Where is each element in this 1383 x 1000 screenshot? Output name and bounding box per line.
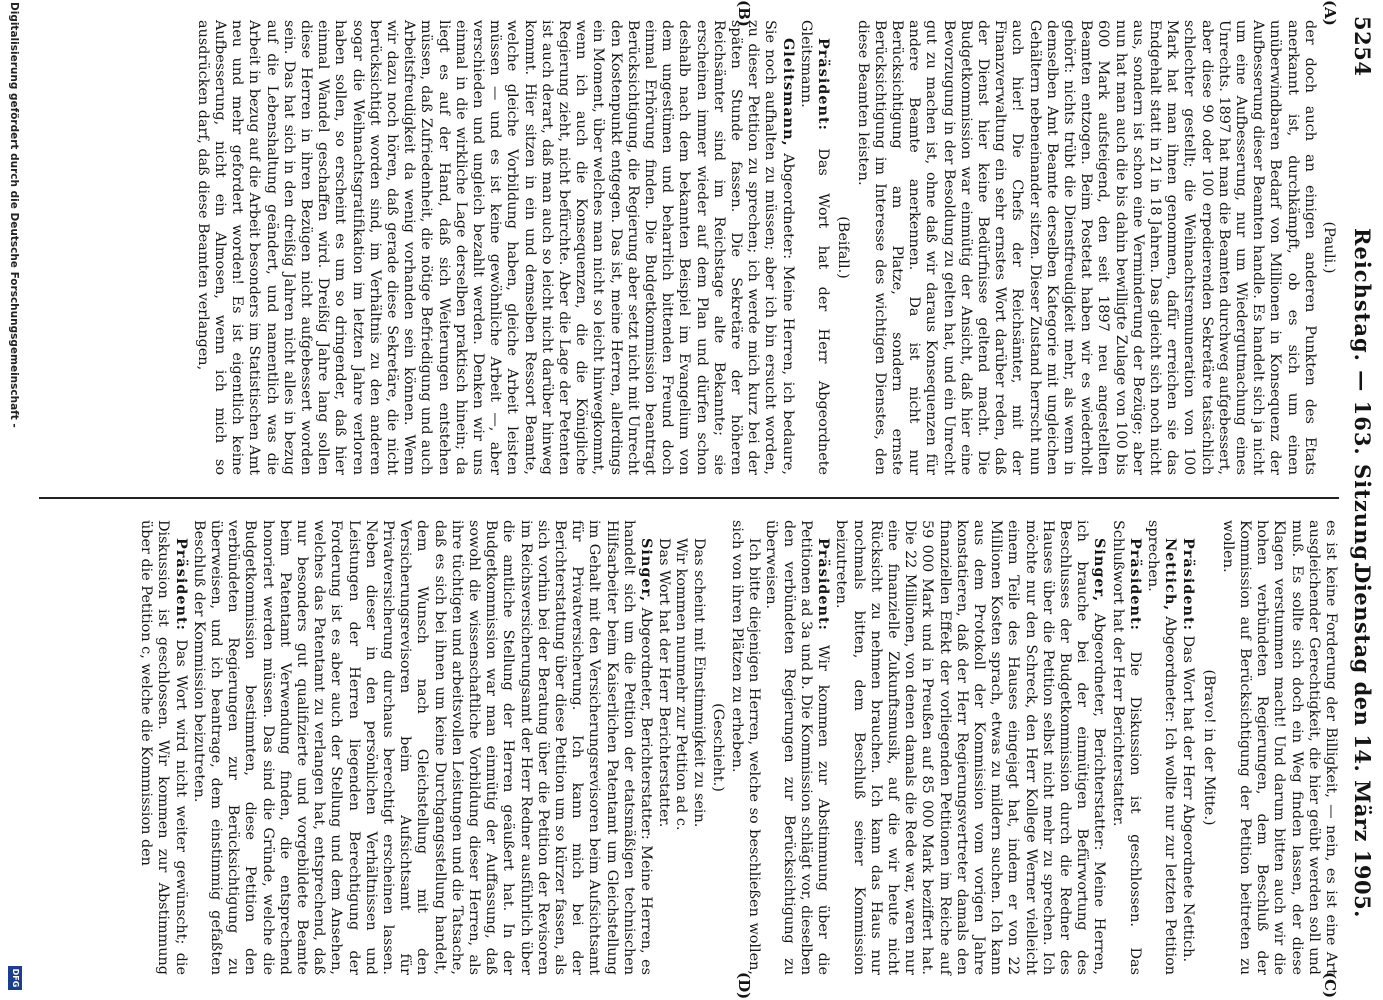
margin-label-c: (C) [1321,972,1339,999]
paragraph: Ich bitte diejenigen Herren, welche so beschließen wollen, sich von ihren Plätzen zu erheben. [729,520,763,975]
paragraph [194,20,797,475]
speaker-name: Singer, [638,538,656,603]
margin-label-d: (D) [735,972,753,1000]
speaker-name: Präsident: [815,538,833,631]
speech-text: Abgeordneter, Berichterstatter: Meine Herren, es handelt sich um die Petition der etatsmäßigen technischen Hilfsarbeiter beim Kaiserlichen Patentamt um Gleichstellung im Gehalt mit den Versicherungsrevisoren beim Aufsichtsamt für Privatversicherung. Ich kann mich bei der Berichterstattung über diese Petition um so kürzer fassen, als sich vorhin bei der Beratung über die Petition der Revisoren im Reichsversicherungsamt der Herr Redner ausführlich über die amtliche Stellung der Herren geäußert hat. In der Budgetkommission war man einmütig der Auffassung, daß sowohl die wissenschaftliche Vorbildung dieser Herren, als ihre tüchtigen und arbeitsvollen Leistungen und die Tatsache, daß es sich bei ihnen um keine Durchgangsstellung handelt, dem Wunsch nach Gleichstellung mit den Versicherungsrevisoren beim Aufsichtsamt für Privatversicherung durchaus berechtigt erscheinen lassen. Neben dieser in den persönlichen Verhältnissen und Leistungen der Herren liegenden Berechtigung der Forderung ist es aber auch der Stellung und dem Ansehen, welches das Patentamt zu verlangen hat, entsprechend, daß nur besonders gut qualifizierte und vorgebildete Beamte beim Patentamt Verwendung finden, die entsprechend honoriert werden müssen. Das sind die Gründe, welche die Budgetkommission bestimmten, diese Petition den verbündeten Regierungen zur Berücksichtigung zu überweisen, und ich beantrage, dem einstimmig gefaßten Beschluß der Kommission beizutreten. [190,520,655,975]
speech-text: Das Wort hat der Herr Abgeordnete Nettich. [1180,635,1197,963]
reaction-note: (Beifall.) [835,216,852,279]
paragraph [762,520,832,975]
session-title: Reichstag. — 163. Sitzung. [1350,228,1375,570]
speaker-name: Präsident: [172,538,190,631]
paragraph: Das Wort hat der Herr Berichterstatter. [656,538,673,828]
paragraph: Das scheint mit Einstimmigkeit zu sein. [690,538,707,828]
column-divider [39,497,1339,499]
paragraph [137,520,190,975]
paragraph [190,520,655,975]
speaker-name: Singer, [1091,538,1109,603]
right-column [137,520,1339,975]
speaker-note: (Pauli.) [1321,221,1337,274]
speech-text: Die Diskussion ist geschlossen. Das Schlußwort hat der Herr Berichterstatter. [1109,520,1143,975]
margin-label-b: (B) [735,0,753,27]
left-column [194,20,1339,475]
paragraph: Wir kommen nunmehr zur Petition ad c. [673,538,690,831]
speaker-name: Präsident: [1180,538,1198,631]
page-number: 5254 [1350,16,1375,77]
speech-text: Das Wort hat der Herr Abgeordnete Gleitsmann. [797,20,832,476]
speaker-name: Gleitsmann, [779,38,797,147]
margin-label-a: (A) [1321,0,1339,26]
speech-text: Wir kommen zur Abstimmung über die Petitionen ad 3a und b. Die Kommission schlägt vor, dieselben den verbündeten Regierungen zur Berücksichtigung zu überweisen. [763,520,832,975]
speaker-name: Nettich, [1162,538,1180,612]
speech-text: Das Wort wird nicht weiter gewünscht; die Diskussion ist geschlossen. Wir kommen zur Abstimmung über die Petition c, welche die Kommission den [138,520,189,975]
speaker-name: Präsident: [815,38,833,131]
digitization-credit: Digitalisierung gefördert durch die Deutsche Forschungsgemeinschaft - [8,2,20,428]
session-date: Dienstag den 14. März 1905. [1350,565,1375,918]
paragraph [832,520,1108,975]
speech-text: Abgeordneter: Ich wollte nur zur letzten Petition sprechen. [1144,520,1179,976]
speaker-name: Präsident: [1126,538,1144,631]
paragraph: der doch auch an einigen anderen Punkten des Etats anerkannt ist, durchkämpft, ob es sich um einen unüberwindbaren Bedarf von Millionen in Konsequenz der Aufbesserung dieser Beamten handle. Es handelt sich ja nicht um eine Aufbesserung, nur um Wiedergutmachung eines Unrechts. 1897 hat man die Beamten durchweg aufgebessert, aber diese 90 oder 100 erpedierenden Sekretäre tatsächlich schlechter gestellt; die Weihnachtsremuneration von 100 Mark hat man ihnen genommen, dafür erreichen sie das Endgehalt statt in 21 in 18 Jahren. Das gleicht sich noch nicht aus, sondern ist schon eine Verminderung der Bezüge; aber nun hat man auch die bis dahin bewilligte Zulage von 100 bis 600 Mark aufsteigend, den seit 1897 neu angestellten Beamten entzogen. Beim Postetat haben wir es wiederholt gehört: nichts trübt die Dienstfreudigkeit mehr, als wenn in demselben Amt Beamte derselben Kategorie mit ungleichen Gehältern nebeneinander sitzen. Dieser Zustand herrscht nun auch hier! Die Chefs der Reichsämter, mit der Finanzverwaltung ein sehr ernstes Wort darüber reden, daß der Dienst hier keine Bedürfnisse geltend macht. Die Budgetkommission war einmütig der Ansicht, daß hier eine Bevorzugung in der Besoldung zu gelten hat, und ein Unrecht gut zu machen ist, ohne daß wir daraus Konsequenzen für andere Beamte anerkennen. Da ist nicht nur Berücksichtigung am Platze, sondern ernste Berücksichtigung im Interesse des wichtigen Dienstes, den diese Beamten leisten. [854,20,1318,475]
dfg-logo: DFG [8,966,22,990]
reaction-note: (Geschieht.) [709,703,726,792]
paragraph [1179,520,1197,975]
speech-text: Abgeordneter, Berichterstatter: Meine Herren, ich brauche bei der einmütigen Befürwortung des Beschlusses der Budgetkommission durch die Redner des Hauses über die Petition selbst nicht mehr zu sprechen. Ich möchte nur den Schreck, den Herr Kollege Werner vielleicht einem Teile des Hauses eingejagt hat, indem er von 22 Millionen Kosten sprach, etwas zu mildern suchen. Ich kann aus dem Protokoll der Kommission vom vorigen Jahre konstatieren, daß der Herr Regierungsvertreter damals den finanziellen Effekt der vorliegenden Petitionen im Reiche auf 59 000 Mark und in Preußen auf 85 000 Mark beziffert hat. Die 22 Millionen, von denen damals die Rede war, waren nur eine finanzielle Zukunftsmusik, auf die wir heute nicht Rücksicht zu nehmen brauchen. Ich kann das Haus nur nochmals bitten, dem Beschluß seiner Kommission beizutreten. [833,520,1108,975]
paragraph [797,20,832,475]
paragraph: es ist keine Forderung der Billigkeit, — nein, es ist eine Art ausgleichender Gerechtigkeit, die hier geübt werden soll und muß. Es sollte sich doch ein Weg finden lassen, der diese Klagen verstummen macht! Und darum bitten auch wir die hohen verbündeten Regierungen, dem Beschluß der Kommission auf Berücksichtigung der Petition beitreten zu wollen. [1219,520,1339,975]
speech-text: Abgeordneter: Meine Herren, ich bedaure, Sie noch aufhalten zu müssen; aber ich bin ersucht worden, zu dieser Petition zu sprechen; ich werde mich kurz bei der späten Stunde fassen. Die Sekretäre der höheren Reichsämter sind im Reichstage alte Bekannte; sie erscheinen immer wieder auf dem Plan und dürfen schon deshalb nach dem bekannten Beispiel im Evangelium von dem ungestümen und beharrlich bittenden Freund doch einmal Erhörung finden. Die Budgetkommission beantragt Berücksichtigung, die Regierung aber setzt nicht mit Unrecht den Kostenpunkt entgegen. Das ist, meine Herren, allerdings ein Moment, über welches man nicht so leicht hinwegkommt, wenn ich auch die Konsequenzen, die die Königliche Regierung zieht, nicht befürchte. Aber die Lage der Petenten ist auch derart, daß man auch so leicht nicht darüber hinweg kommt. Hier sitzen in ein und demselben Ressort Beamte, welche gleiche Vorbildung haben, gleiche Arbeit leisten müssen — und es ist keine gewöhnliche Arbeit —, aber verschieden und ungleich bezahlt werden. Denken wir uns einmal in die wirkliche Lage derselben praktisch hinein; da liegt es auf der Hand, daß sich Weiterungen entstehen müssen, daß Zufriedenheit, die nötige Befriedigung und auch Arbeitsfreudigkeit da wenig vorhanden sein können. Wenn wir dazu noch hören, daß gerade diese Sekretäre, die nicht berücksichtigt worden sind, im Verhältnis zu den anderen sogar die Weihnachtsgratifikation im letzten Jahre verloren haben sollen, so erscheint es um so dringender, daß hier einmal Wandel geschaffen wird. Dreißig Jahre lang sollen diese Herren in ihren Bezügen nicht aufgebessert worden sein. Das hat sich in den dreißig Jahren nicht alles in bezug auf die Lebenshaltung geändert, und namentlich was die Arbeit in bezug auf die Arbeit besonders im Statistischen Amt neu und mehr gefordert worden! Es ist eigentlich keine Aufbesserung, nicht ein Almosen, wenn ich mich so ausdrücken darf, daß diese Beamten verlangen, [194,20,796,475]
page-header [1345,8,1375,988]
paragraph [1144,520,1179,975]
paragraph [1108,520,1143,975]
reaction-note: (Bravo! in der Mitte.) [1200,669,1217,826]
